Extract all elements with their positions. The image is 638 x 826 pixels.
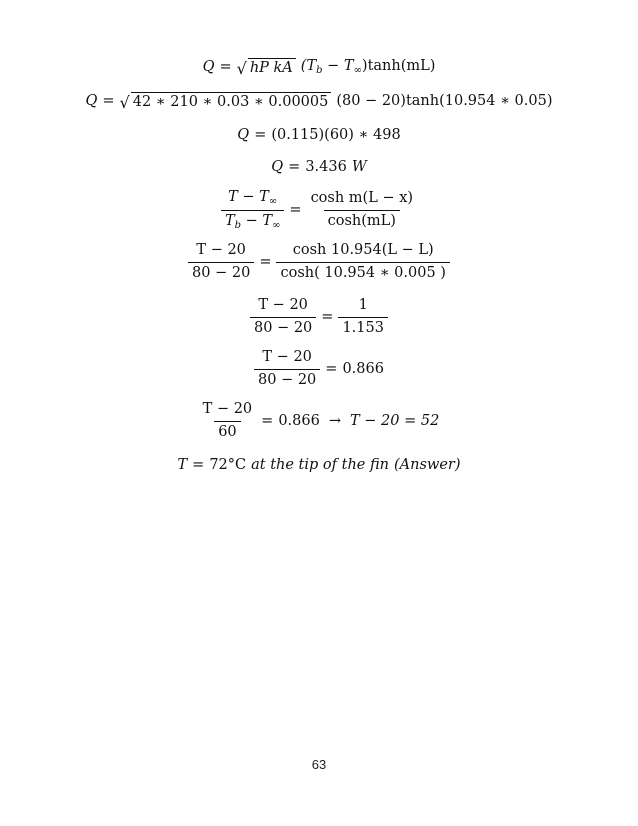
fraction-left [254,350,320,389]
equation-heat-product [0,128,638,143]
answer-note: (Answer) [394,457,461,473]
ratio-value: 0.866 [278,413,320,430]
right-arrow-icon: → [328,413,341,430]
equals-sign: = [254,127,267,143]
radicand: hP kA [248,58,296,77]
fraction-numerator: cosh 10.954(L − L) [292,242,434,258]
equals-sign: = [288,159,301,175]
fraction-numerator: T − 20 [262,349,312,365]
equals-sign: = [219,59,232,76]
fraction-right [307,191,417,230]
equals-sign: = [102,93,115,110]
fraction-left [250,298,316,337]
radicand: 42 ∗ 210 ∗ 0.03 ∗ 0.00005 [131,92,332,111]
square-root [237,58,296,77]
heat-unit: W [351,159,367,175]
q-symbol: Q [202,59,215,76]
radical-sign: √ [236,58,247,78]
fraction-left [221,190,284,231]
fraction-right [276,243,449,282]
product-expression: (0.115)(60) ∗ 498 [271,127,401,143]
equation-temperature-ratio [0,190,638,231]
fraction-denominator: 1.153 [338,317,388,337]
equation-temperature-sub1 [0,243,638,282]
fraction-numerator: T − 20 [196,242,246,258]
q-symbol: Q [271,159,284,175]
fraction-numerator: cosh m(L − x) [310,190,414,207]
heat-value: 3.436 [305,159,347,175]
equation-temperature-sub4 [0,402,638,441]
q-symbol: Q [85,93,98,110]
fraction-left [188,243,254,282]
equation-answer [0,458,638,473]
equals-sign: = [261,413,274,430]
fraction-numerator: 1 [358,297,368,313]
equation-heat-formula [0,58,638,77]
fraction-denominator: cosh( 10.954 ∗ 0.005 ) [276,262,449,282]
fraction-right [338,298,388,337]
equals-sign: = [321,309,334,326]
fraction-denominator: 80 − 20 [250,317,316,337]
fraction-left [199,402,257,441]
equals-sign: = [289,202,302,219]
fraction-numerator: T − 20 [258,297,308,313]
ratio-value: 0.866 [342,361,384,378]
answer-value: 72°C [209,457,247,473]
fraction-denominator: cosh(mL) [324,210,400,230]
equals-sign: = [259,254,272,271]
equation-heat-numeric [0,92,638,111]
equals-sign: = [192,457,205,473]
fraction-numerator: T − 20 [202,401,253,417]
numeric-rest: (80 − 20)tanh(10.954 ∗ 0.05) [336,93,553,110]
equation-heat-result [0,160,638,175]
answer-text: at the tip of the fin [251,457,389,473]
fraction-numerator: $T - T_\infty$ [228,189,278,207]
equals-sign: = [325,361,338,378]
fraction-denominator: 80 − 20 [254,369,320,389]
equation-temperature-sub2 [0,298,638,337]
fraction-denominator: 80 − 20 [188,262,254,282]
q-symbol: Q [237,127,250,143]
fraction-denominator: 60 [214,421,240,441]
square-root [120,92,332,111]
temperature-term: $(T_b - T_\infty)\tanh(mL)$ [300,57,436,76]
difference-result: T − 20 = 52 [350,413,440,430]
page-number: 63 [311,757,327,772]
radical-sign: √ [119,92,130,112]
equation-temperature-sub3 [0,350,638,389]
fraction-denominator: $T_b - T_\infty$ [221,210,284,231]
t-symbol: T [177,457,188,473]
